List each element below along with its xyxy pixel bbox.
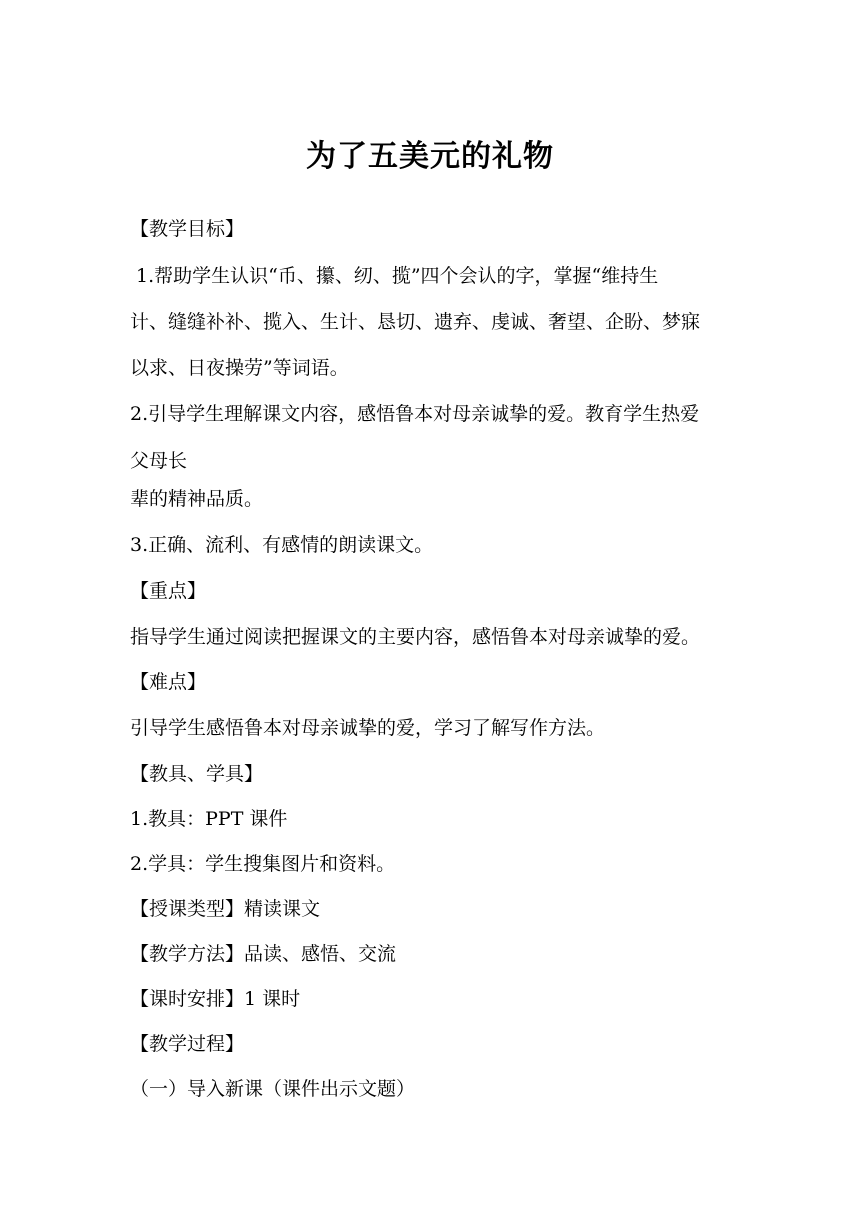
paragraph-line: 父母长 [130, 450, 188, 472]
schedule-line: 【课时安排】1 课时 [130, 988, 301, 1010]
paragraph-line: 计、缝缝补补、揽入、生计、恳切、遗弃、虔诚、奢望、企盼、梦寐 [130, 311, 701, 333]
heading-teaching-goals: 【教学目标】 [130, 218, 245, 240]
lesson-type-line: 【授课类型】精读课文 [130, 898, 321, 920]
document-title: 为了五美元的礼物 [306, 139, 554, 174]
heading-difficulties: 【难点】 [130, 671, 207, 693]
paragraph-line: 2.引导学生理解课文内容，感悟鲁本对母亲诚挚的爱。教育学生热爱 [130, 403, 700, 425]
paragraph-line: 1.教具：PPT 课件 [130, 808, 288, 830]
paragraph-line: 2.学具：学生搜集图片和资料。 [130, 853, 396, 875]
paragraph-line: 引导学生感悟鲁本对母亲诚挚的爱，学习了解写作方法。 [130, 717, 606, 739]
paragraph-line: 辈的精神品质。 [130, 488, 264, 510]
paragraph-line: 指导学生通过阅读把握课文的主要内容，感悟鲁本对母亲诚挚的爱。 [130, 626, 701, 648]
paragraph-line: 以求、日夜操劳”等词语。 [130, 357, 349, 379]
heading-teaching-aids: 【教具、学具】 [130, 763, 264, 785]
section-heading: （一）导入新课（课件出示文题） [130, 1078, 416, 1100]
teaching-method-line: 【教学方法】品读、感悟、交流 [130, 943, 397, 965]
heading-teaching-process: 【教学过程】 [130, 1033, 245, 1055]
paragraph-line: 3.正确、流利、有感情的朗读课文。 [130, 534, 434, 556]
heading-key-points: 【重点】 [130, 580, 207, 602]
paragraph-line: 1.帮助学生认识“币、攥、纫、揽”四个会认的字，掌握“维持生 [136, 265, 659, 287]
